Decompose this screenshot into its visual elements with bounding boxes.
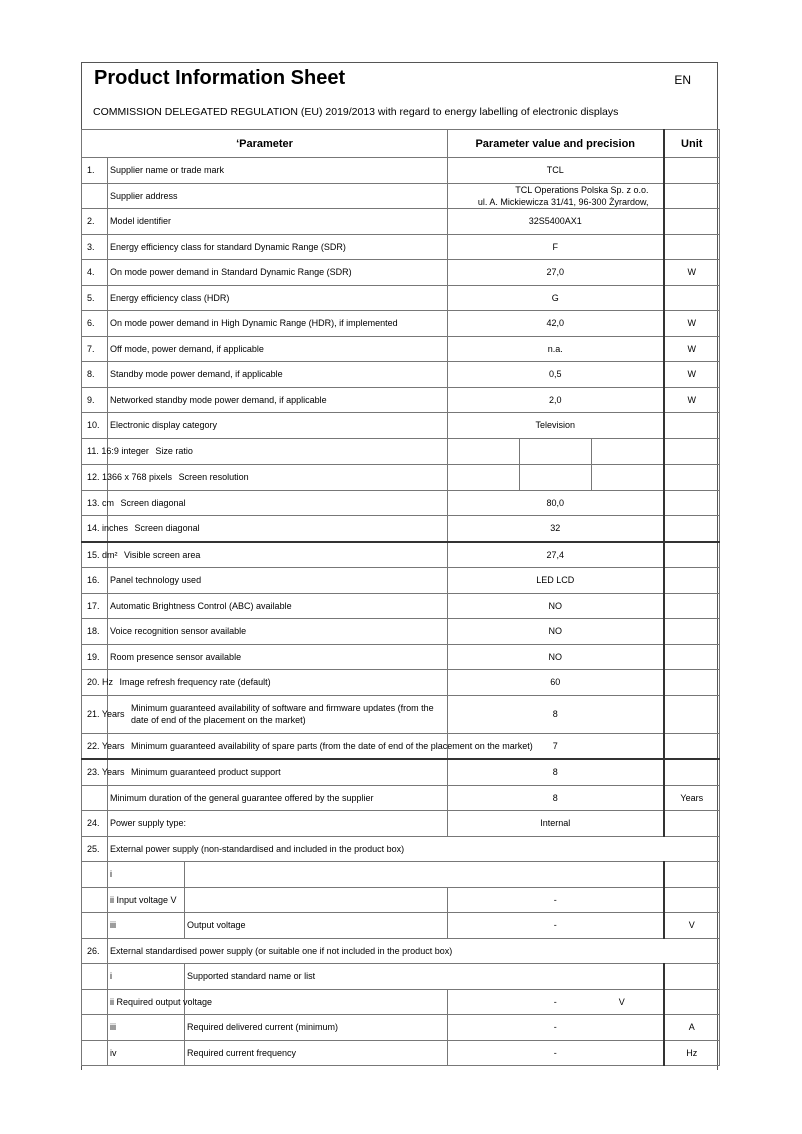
unit	[664, 568, 720, 594]
parameter-name: Energy efficiency class (HDR)	[108, 285, 448, 311]
value-text: -	[553, 996, 557, 1007]
split-value	[448, 439, 663, 464]
sub-item-label-text: iii	[110, 920, 116, 931]
unit	[664, 670, 720, 696]
table-row	[82, 811, 720, 837]
unit	[664, 209, 720, 235]
row-number-text: 2.	[87, 216, 95, 227]
parameter-value: 32S5400AX1	[448, 209, 664, 235]
table-row	[82, 836, 720, 862]
parameter-value	[448, 887, 664, 913]
sub-item-label-text: iv	[110, 1047, 117, 1058]
parameter-name: External power supply (non-standardised and included in the product box)	[108, 836, 720, 862]
row-number	[82, 785, 108, 811]
sub-item-label	[108, 989, 213, 1015]
language-code: EN	[674, 73, 691, 87]
row-number	[82, 670, 114, 696]
unit	[664, 593, 720, 619]
row-number-text: 9.	[87, 394, 95, 405]
unit: W	[664, 336, 720, 362]
table-row	[82, 695, 720, 733]
table-row	[82, 516, 720, 542]
table-row	[82, 862, 720, 888]
table-row	[82, 260, 720, 286]
unit	[664, 516, 720, 542]
parameter-value: 8	[448, 785, 664, 811]
table-header-row	[82, 130, 720, 158]
value-unit: V	[618, 996, 625, 1007]
parameter-value	[448, 913, 664, 939]
parameter-value: 27,4	[448, 542, 664, 568]
parameter-name: Required delivered current (minimum)	[185, 1015, 448, 1041]
parameter-name: Automatic Brightness Control (ABC) available	[108, 593, 448, 619]
parameter-value: F	[448, 234, 664, 260]
row-number-text: 6.	[87, 318, 95, 329]
value-part	[519, 465, 591, 490]
row-number: 25.	[82, 836, 108, 862]
parameter-name: Energy efficiency class for standard Dynamic Range (SDR)	[108, 234, 448, 260]
parameter-name: Room presence sensor available	[108, 644, 448, 670]
sub-item-label	[108, 913, 185, 939]
row-number	[82, 183, 108, 209]
table-row	[82, 964, 720, 990]
unit	[664, 183, 720, 209]
parameter-name: Minimum duration of the general guarantee offered by the supplier	[108, 785, 448, 811]
row-number-text: 8.	[87, 369, 95, 380]
unit: A	[664, 1015, 720, 1041]
parameter-value: LED LCD	[448, 568, 664, 594]
unit	[664, 733, 720, 759]
row-number	[82, 464, 173, 490]
table-row	[82, 438, 720, 464]
parameter-name: Off mode, power demand, if applicable	[108, 336, 448, 362]
parameter-value: NO	[448, 644, 664, 670]
row-number-text: 21. Years	[87, 709, 125, 719]
table-row	[82, 989, 720, 1015]
unit	[664, 438, 720, 464]
parameter-name: Power supply type:	[108, 811, 448, 837]
unit	[664, 464, 720, 490]
row-number-text: 19.	[87, 651, 100, 662]
table-row	[82, 759, 720, 785]
row-number	[82, 887, 108, 913]
unit	[664, 490, 720, 516]
row-number-text: 18.	[87, 626, 100, 637]
row-number-text: 15. dm²	[87, 549, 118, 560]
unit	[664, 158, 720, 184]
row-number	[82, 619, 108, 645]
parameter-name	[185, 862, 664, 888]
unit: W	[664, 311, 720, 337]
parameter-name: Voice recognition sensor available	[108, 619, 448, 645]
sub-item-label	[108, 862, 185, 888]
split-value	[448, 465, 663, 490]
sub-item-label-text: iii	[110, 1022, 116, 1033]
parameter-value: 42,0	[448, 311, 664, 337]
row-number	[82, 913, 108, 939]
row-number	[82, 362, 108, 388]
parameter-name: Networked standby mode power demand, if applicable	[108, 387, 448, 413]
row-number	[82, 438, 149, 464]
unit: W	[664, 260, 720, 286]
table-row	[82, 413, 720, 439]
parameter-name: On mode power demand in Standard Dynamic Range (SDR)	[108, 260, 448, 286]
parameter-value: n.a.	[448, 336, 664, 362]
row-number-text: 5.	[87, 292, 95, 303]
table-row	[82, 336, 720, 362]
unit: W	[664, 387, 720, 413]
row-number-text: 7.	[87, 343, 95, 354]
parameter-value: Internal	[448, 811, 664, 837]
parameter-name: Minimum guaranteed product support	[108, 759, 448, 785]
header-value: Parameter value and precision	[448, 130, 664, 158]
row-number	[82, 234, 108, 260]
row-number	[82, 542, 118, 568]
parameter-name: Screen resolution	[108, 464, 448, 490]
table-row	[82, 311, 720, 337]
table-row	[82, 209, 720, 235]
row-number-text: 1.	[87, 165, 95, 176]
row-number-text: 3.	[87, 241, 95, 252]
row-number	[82, 811, 108, 837]
header-unit: Unit	[664, 130, 720, 158]
value-text: -	[553, 920, 557, 931]
row-number-text: 17.	[87, 600, 100, 611]
row-number-text: 4.	[87, 267, 95, 278]
value-text: -	[553, 1022, 557, 1033]
regulation-subtitle: COMMISSION DELEGATED REGULATION (EU) 2019/2013 with regard to energy labelling of electronic displays	[93, 106, 619, 118]
table-row	[82, 285, 720, 311]
sub-item-label	[108, 887, 185, 913]
value-part	[448, 465, 519, 490]
parameter-name: On mode power demand in High Dynamic Range (HDR), if implemented	[108, 311, 448, 337]
row-number-text: 12. 1366 x 768 pixels	[87, 472, 173, 482]
header-parameter: ‘Parameter	[82, 130, 448, 158]
table-row	[82, 158, 720, 184]
table-row	[82, 464, 720, 490]
unit: W	[664, 362, 720, 388]
row-number	[82, 516, 129, 542]
row-number	[82, 989, 108, 1015]
parameter-value: 60	[448, 670, 664, 696]
table-row	[82, 568, 720, 594]
parameter-value: NO	[448, 619, 664, 645]
parameter-name: Size ratio	[108, 438, 448, 464]
row-number-text: 13. cm	[87, 497, 115, 508]
parameter-value: NO	[448, 593, 664, 619]
parameter-name	[185, 989, 448, 1015]
parameter-table	[81, 129, 720, 1066]
value-part	[448, 439, 519, 464]
row-number	[82, 593, 108, 619]
parameter-value: 80,0	[448, 490, 664, 516]
row-number	[82, 387, 108, 413]
parameter-name: External standardised power supply (or suitable one if not included in the product box)	[108, 938, 720, 964]
parameter-value: 32	[448, 516, 664, 542]
parameter-value: 0,5	[448, 362, 664, 388]
parameter-value	[448, 989, 664, 1015]
table-row	[82, 619, 720, 645]
parameter-value: 27,0	[448, 260, 664, 286]
unit	[664, 759, 720, 785]
row-number	[82, 260, 108, 286]
row-number	[82, 862, 108, 888]
sub-item-label	[108, 1040, 185, 1066]
row-number	[82, 490, 115, 516]
row-number-text: 14. inches	[87, 523, 129, 534]
table-row	[82, 913, 720, 939]
parameter-name	[185, 887, 448, 913]
row-number-text: 11. 16:9 integer	[87, 446, 149, 456]
table-row	[82, 593, 720, 619]
unit	[664, 234, 720, 260]
row-number: 26.	[82, 938, 108, 964]
sub-item-label-text: i	[110, 971, 112, 982]
row-number	[82, 1015, 108, 1041]
row-number-text: 16.	[87, 575, 100, 586]
sub-item-label-text: i	[110, 869, 112, 880]
parameter-value: Television	[448, 413, 664, 439]
parameter-name: Minimum guaranteed availability of software and firmware updates (from the date of end of the placement on the market)	[108, 695, 448, 733]
parameter-value: 2,0	[448, 387, 664, 413]
unit	[664, 413, 720, 439]
row-number-text: 10.	[87, 420, 100, 431]
parameter-name: Minimum guaranteed availability of spare parts (from the date of end of the placement on the market)	[108, 733, 448, 759]
row-number-text: 22. Years	[87, 740, 125, 751]
parameter-value: TCL Operations Polska Sp. z o.o. ul. A. Mickiewicza 31/41, 96-300 Żyrardow,	[448, 183, 664, 209]
parameter-name: Output voltage	[185, 913, 448, 939]
table-row	[82, 542, 720, 568]
value-part	[591, 439, 663, 464]
row-number-text: 20. Hz	[87, 677, 114, 688]
parameter-value: TCL	[448, 158, 664, 184]
parameter-value	[448, 438, 664, 464]
parameter-value	[448, 464, 664, 490]
table-row	[82, 387, 720, 413]
value-part	[591, 465, 663, 490]
row-number	[82, 568, 108, 594]
unit: Hz	[664, 1040, 720, 1066]
parameter-name: Standby mode power demand, if applicable	[108, 362, 448, 388]
row-number	[82, 311, 108, 337]
row-number	[82, 209, 108, 235]
table-row	[82, 490, 720, 516]
parameter-name: Screen diagonal	[108, 490, 448, 516]
unit	[664, 619, 720, 645]
sub-item-label	[108, 964, 185, 990]
value-text: -	[553, 1047, 557, 1058]
unit	[664, 542, 720, 568]
value-part	[519, 439, 591, 464]
unit	[664, 964, 720, 990]
parameter-value	[448, 1015, 664, 1041]
unit: Years	[664, 785, 720, 811]
table-row	[82, 234, 720, 260]
parameter-name: Supported standard name or list	[185, 964, 664, 990]
row-number	[82, 695, 125, 733]
table-row	[82, 362, 720, 388]
table-row	[82, 938, 720, 964]
parameter-value	[448, 1040, 664, 1066]
parameter-name: Electronic display category	[108, 413, 448, 439]
row-number	[82, 336, 108, 362]
parameter-value: 7	[448, 733, 664, 759]
unit	[664, 811, 720, 837]
row-number	[82, 644, 108, 670]
unit	[664, 644, 720, 670]
page-title: Product Information Sheet	[94, 67, 346, 89]
table-row	[82, 1040, 720, 1066]
parameter-name: Supplier name or trade mark	[108, 158, 448, 184]
table-row	[82, 670, 720, 696]
row-number	[82, 964, 108, 990]
parameter-name: Image refresh frequency rate (default)	[108, 670, 448, 696]
row-number	[82, 733, 125, 759]
table-row	[82, 183, 720, 209]
unit	[664, 989, 720, 1015]
parameter-value: 8	[448, 759, 664, 785]
parameter-name: Screen diagonal	[108, 516, 448, 542]
table-row	[82, 887, 720, 913]
row-number	[82, 759, 125, 785]
parameter-name: Visible screen area	[108, 542, 448, 568]
unit	[664, 887, 720, 913]
row-number-text: 23. Years	[87, 767, 125, 778]
table-row	[82, 644, 720, 670]
sub-item-label-text: ii Input voltage V	[110, 894, 177, 905]
sub-item-label-text: ii Required output voltage	[110, 996, 213, 1007]
row-number	[82, 285, 108, 311]
table-row	[82, 785, 720, 811]
value-text: -	[553, 894, 557, 905]
unit	[664, 695, 720, 733]
parameter-name: Model identifier	[108, 209, 448, 235]
row-number-text: 24.	[87, 818, 100, 829]
row-number	[82, 413, 108, 439]
sub-item-label	[108, 1015, 185, 1041]
product-information-sheet	[81, 62, 718, 1070]
parameter-value: 8	[448, 695, 664, 733]
table-row	[82, 733, 720, 759]
parameter-value: G	[448, 285, 664, 311]
unit	[664, 862, 720, 888]
row-number	[82, 158, 108, 184]
unit: V	[664, 913, 720, 939]
parameter-name: Supplier address	[108, 183, 448, 209]
row-number	[82, 1040, 108, 1066]
unit	[664, 285, 720, 311]
table-row	[82, 1015, 720, 1041]
parameter-name: Required current frequency	[185, 1040, 448, 1066]
parameter-name: Panel technology used	[108, 568, 448, 594]
